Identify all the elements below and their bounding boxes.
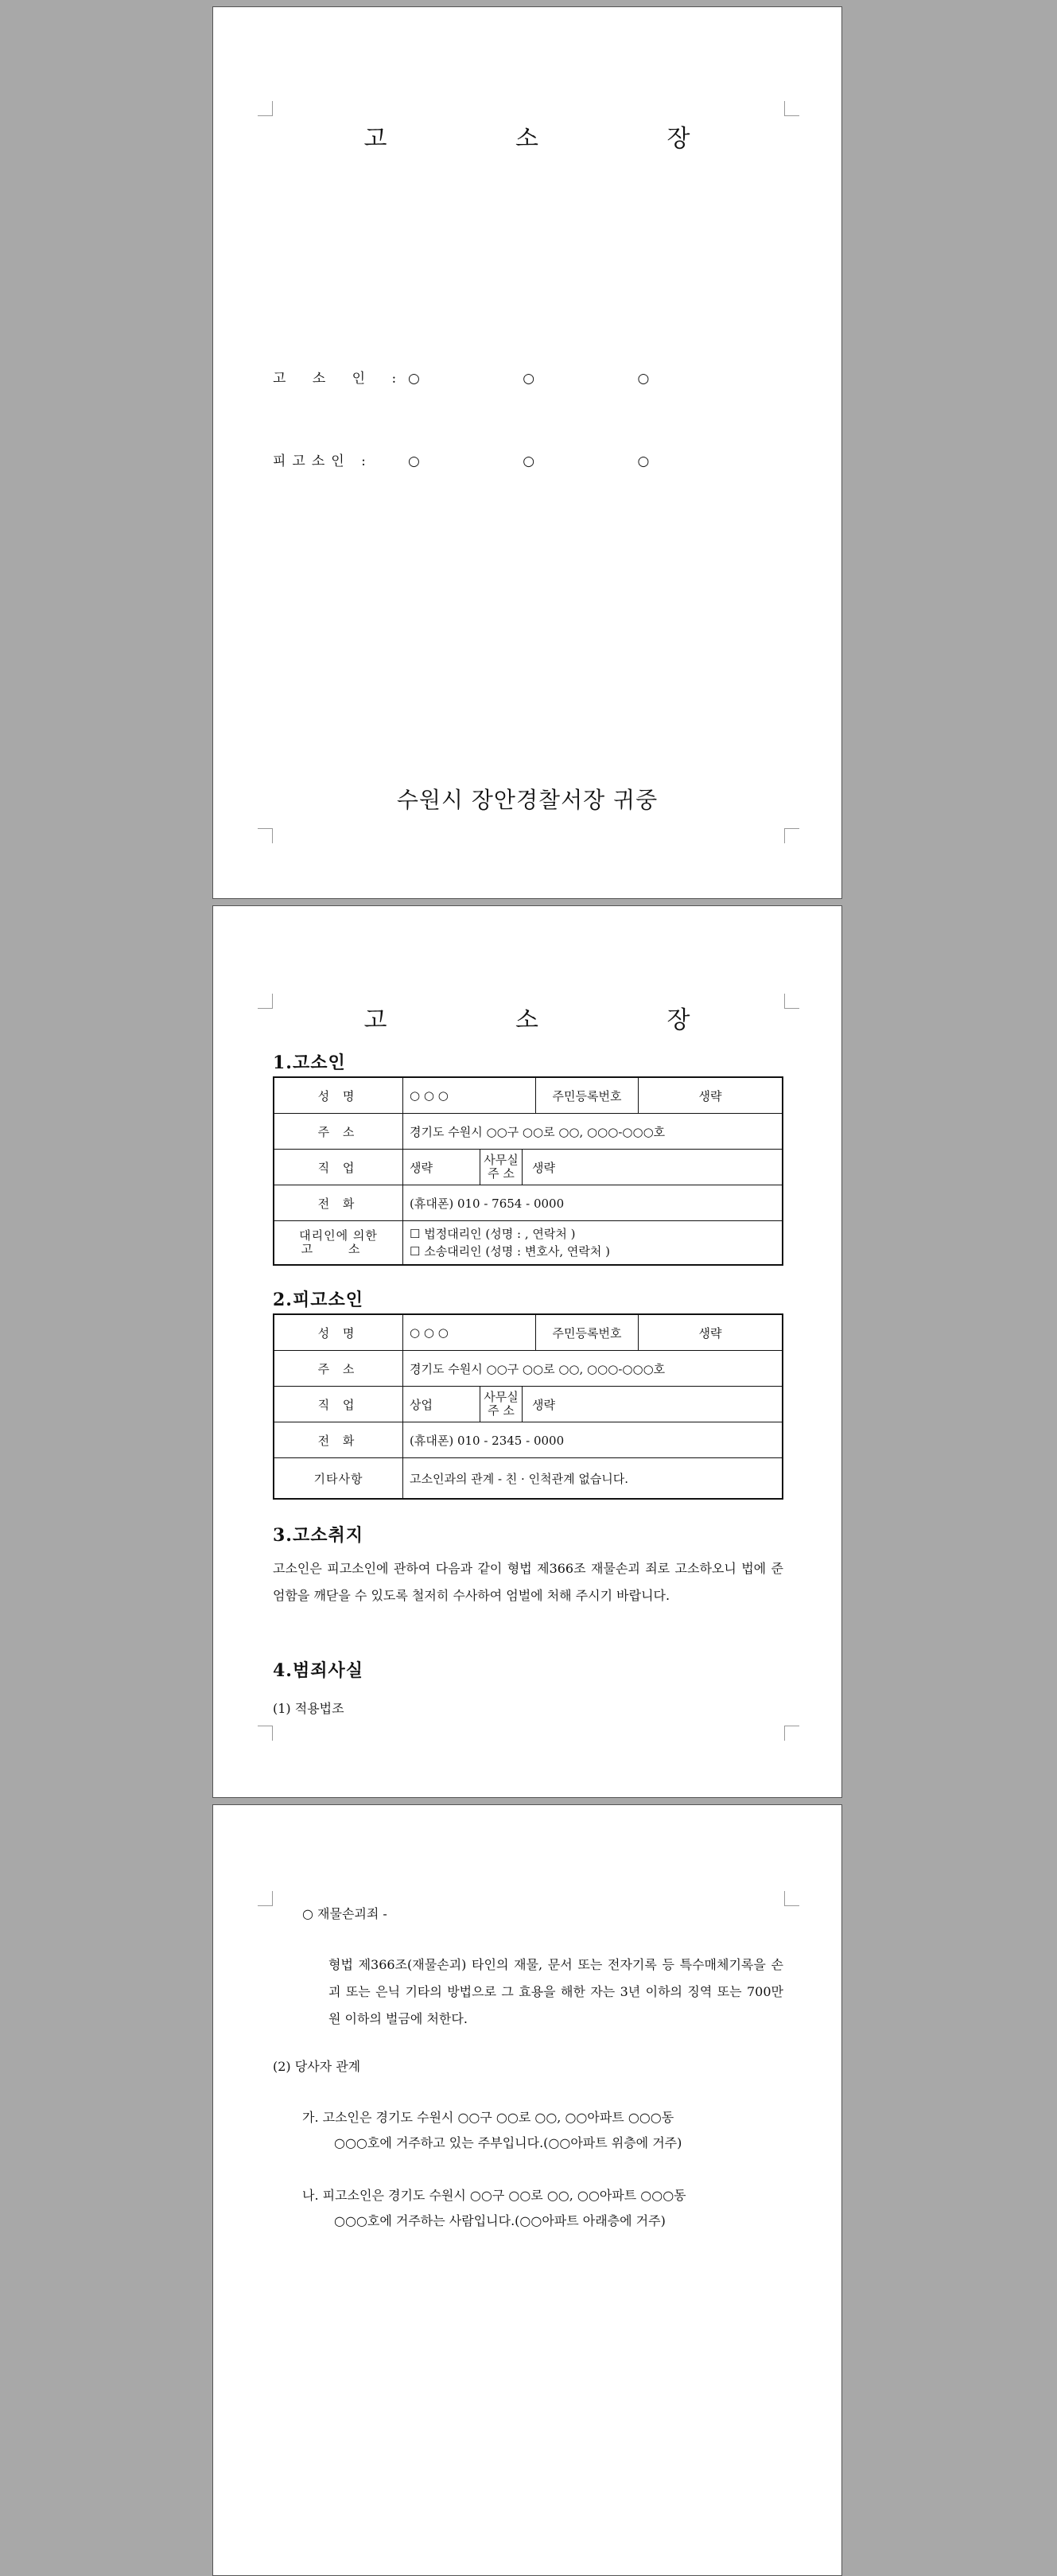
page-cover — [212, 6, 842, 899]
phone-label: 전 화 — [274, 1185, 403, 1221]
crop-mark — [258, 1726, 273, 1741]
table-row — [274, 1077, 783, 1114]
table-row — [274, 1387, 783, 1422]
relation-heading: (2) 당사자 관계 — [273, 2059, 361, 2074]
table-row — [274, 1185, 783, 1221]
complainant-table — [273, 1076, 783, 1266]
relation-a-line-2: ○○○호에 거주하고 있는 주부입니다.(○○아파트 위층에 거주) — [334, 2135, 682, 2150]
office-value: 생략 — [532, 1397, 555, 1412]
job-label: 직 업 — [274, 1150, 403, 1185]
crop-mark — [784, 101, 799, 116]
office-label: 사무실 주 소 — [480, 1150, 523, 1185]
name-value: ○ ○ ○ — [403, 1077, 536, 1114]
legal-agent-checkbox[interactable]: ☐ 법정대리인 (성명 : , 연락처 ) — [410, 1227, 576, 1241]
crime-text: 형법 제366조(재물손괴) 타인의 재물, 문서 또는 전자기록 등 특수매체기록을 손괴 또는 은닉 기타의 방법으로 그 효용을 해한 자는 3년 이하의 징역 또는 700만 원 이하의 벌금에 처한다. — [328, 1957, 783, 2026]
complaint-title: 고 소 장 — [363, 1006, 691, 1034]
cover-title: 고 소 장 — [363, 125, 691, 153]
address-value: 경기도 수원시 ○○구 ○○로 ○○, ○○○-○○○호 — [403, 1351, 783, 1387]
cover-accused-line — [273, 449, 698, 469]
agent-value — [403, 1221, 783, 1266]
phone-value: (휴대폰) 010 - 7654 - 0000 — [403, 1185, 783, 1221]
agent-label: 대리인에 의한 고 소 — [274, 1221, 403, 1266]
accused-label: 피고소인 : — [273, 453, 372, 469]
name-label: 성 명 — [274, 1314, 403, 1351]
section-facts-heading: 4.범죄사실 — [273, 1660, 363, 1681]
rrn-value: 생략 — [639, 1077, 783, 1114]
table-row — [274, 1221, 783, 1266]
section-purpose-heading: 3.고소취지 — [273, 1525, 363, 1546]
crop-mark — [258, 1891, 273, 1906]
section-accused-heading: 2.피고소인 — [273, 1290, 363, 1310]
section-complainant-heading: 1.고소인 — [273, 1053, 346, 1073]
address-label: 주 소 — [274, 1114, 403, 1150]
law-heading: (1) 적용법조 — [273, 1701, 344, 1716]
relation-a-line-1: 가. 고소인은 경기도 수원시 ○○구 ○○로 ○○, ○○아파트 ○○○동 — [302, 2110, 674, 2125]
rrn-value: 생략 — [639, 1314, 783, 1351]
litigation-agent-checkbox[interactable]: ☐ 소송대리인 (성명 : 변호사, 연락처 ) — [410, 1244, 610, 1259]
accused-name: ○ ○ ○ — [408, 453, 699, 469]
crop-mark — [784, 828, 799, 843]
addressee: 수원시 장안경찰서장 귀중 — [396, 787, 659, 813]
crop-mark — [784, 1891, 799, 1906]
crop-mark — [258, 828, 273, 843]
page-complaint — [212, 905, 842, 1798]
cover-complainant-line — [273, 367, 698, 387]
accused-table — [273, 1313, 783, 1500]
table-row — [274, 1422, 783, 1458]
job-value: 생략 — [403, 1150, 480, 1185]
table-row — [274, 1351, 783, 1387]
relation-b-line-2: ○○○호에 거주하는 사람입니다.(○○아파트 아래층에 거주) — [334, 2213, 666, 2228]
office-value: 생략 — [532, 1160, 555, 1175]
etc-value: 고소인과의 관계 - 친 · 인척관계 없습니다. — [403, 1458, 783, 1500]
crop-mark — [258, 101, 273, 116]
etc-label: 기타사항 — [274, 1458, 403, 1500]
complainant-label: 고 소 인 : — [273, 371, 408, 387]
name-label: 성 명 — [274, 1077, 403, 1114]
table-row — [274, 1114, 783, 1150]
table-row — [274, 1314, 783, 1351]
phone-label: 전 화 — [274, 1422, 403, 1458]
relation-b-line-1: 나. 피고소인은 경기도 수원시 ○○구 ○○로 ○○, ○○아파트 ○○○동 — [302, 2188, 686, 2203]
purpose-text: 고소인은 피고소인에 관하여 다음과 같이 형법 제366조 재물손괴 죄로 고소하오니 법에 준엄함을 깨닫을 수 있도록 철저히 수사하여 엄벌에 처해 주시기 바랍니다. — [273, 1561, 783, 1603]
rrn-label: 주민등록번호 — [536, 1077, 639, 1114]
page-facts — [212, 1804, 842, 2576]
job-value: 상업 — [403, 1387, 480, 1422]
phone-value: (휴대폰) 010 - 2345 - 0000 — [403, 1422, 783, 1458]
job-label: 직 업 — [274, 1387, 403, 1422]
crime-title: ○ 재물손괴죄 - — [302, 1906, 387, 1921]
crop-mark — [784, 1726, 799, 1741]
name-value: ○ ○ ○ — [403, 1314, 536, 1351]
address-label: 주 소 — [274, 1351, 403, 1387]
table-row — [274, 1150, 783, 1185]
office-label: 사무실 주 소 — [480, 1387, 523, 1422]
rrn-label: 주민등록번호 — [536, 1314, 639, 1351]
address-value: 경기도 수원시 ○○구 ○○로 ○○, ○○○-○○○호 — [403, 1114, 783, 1150]
complainant-name: ○ ○ ○ — [408, 371, 699, 387]
table-row — [274, 1458, 783, 1500]
